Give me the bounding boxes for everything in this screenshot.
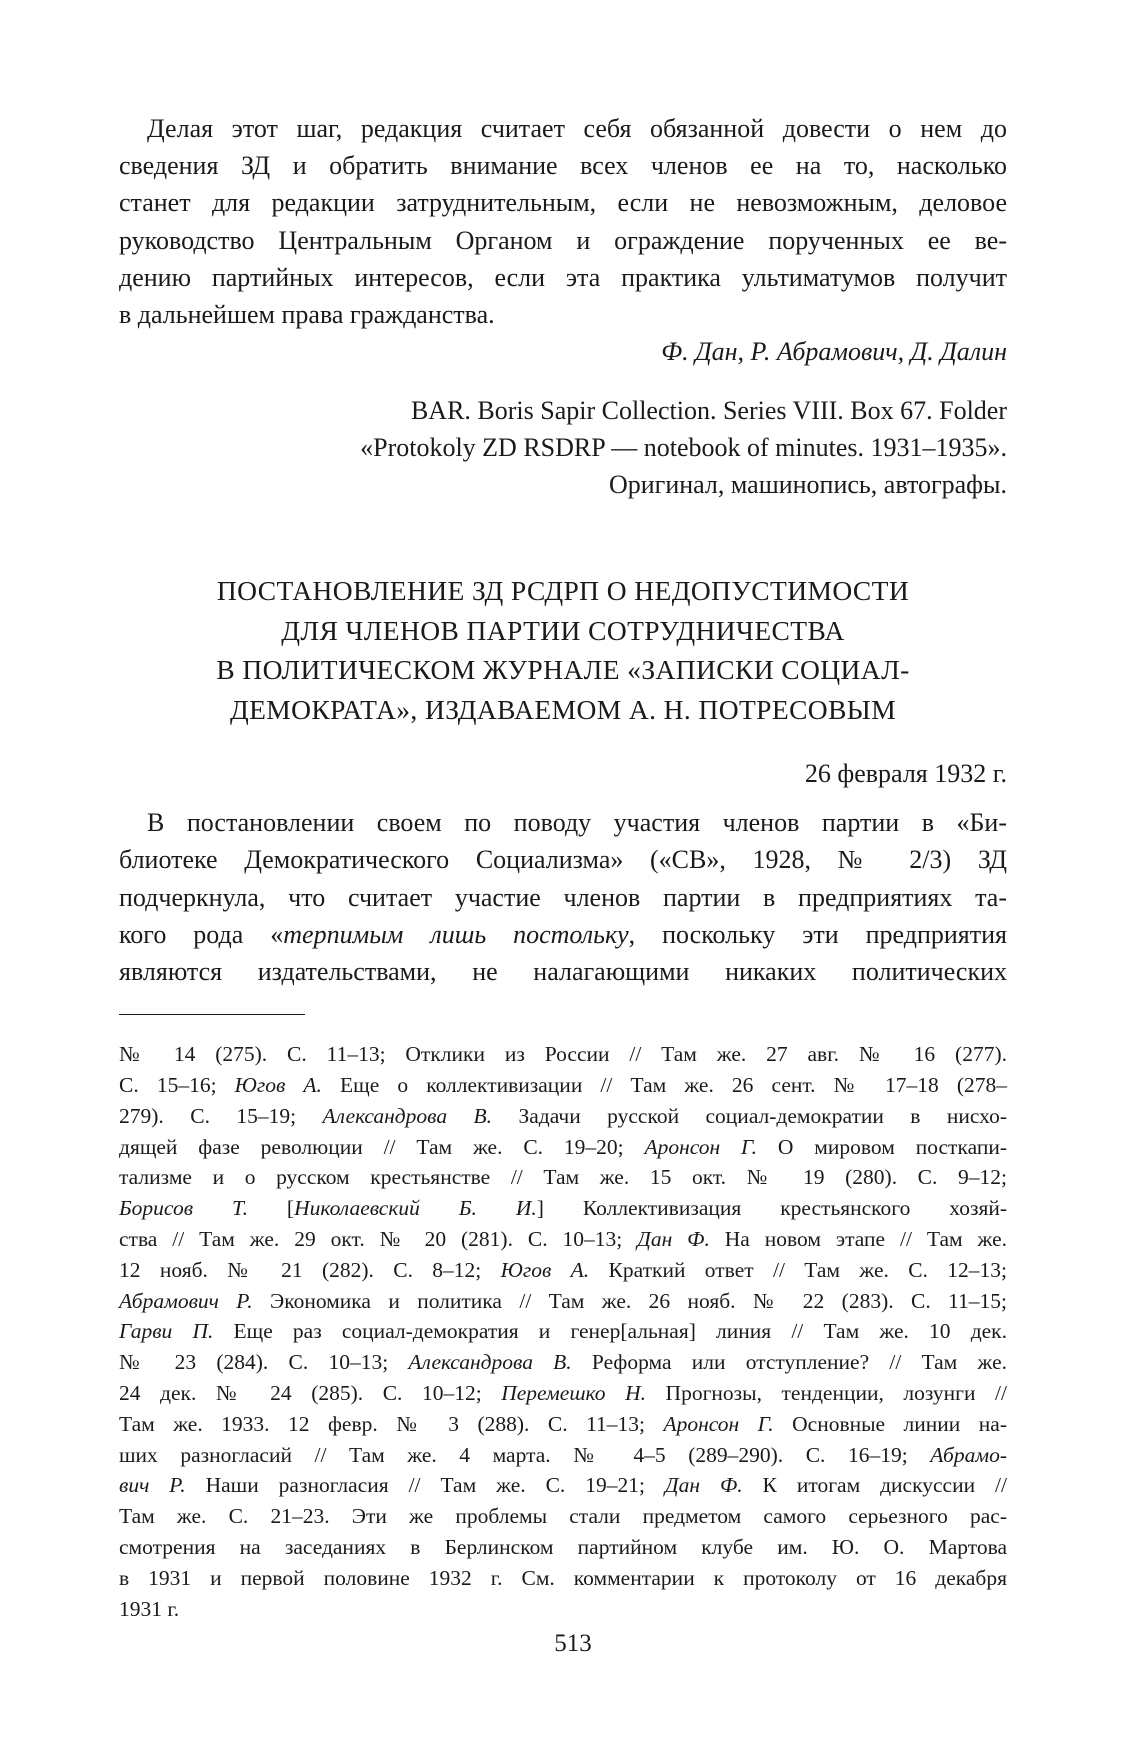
text-run: О мировом посткапи- [757, 1134, 1007, 1159]
text-run: На новом этапе // Там же. [709, 1227, 1008, 1252]
text-run: кого рода « [119, 919, 284, 949]
heading-line: ПОСТАНОВЛЕНИЕ ЗД РСДРП О НЕДОПУСТИМОСТИ [216, 575, 910, 607]
author-name: вич Р. [119, 1473, 186, 1498]
footnote-line [119, 1440, 1007, 1471]
author-name: Дан Ф. [637, 1227, 710, 1252]
footnote-line: смотрения на заседаниях в Берлинском партийном клубе им. Ю. О. Мартова [119, 1534, 1007, 1559]
text-run: , поскольку эти предприятия [628, 919, 1007, 949]
author-name: Югов А. [500, 1257, 590, 1282]
text-run: К итогам дискуссии // [742, 1473, 1007, 1498]
resolution-paragraph [119, 804, 1007, 990]
footnote-line [119, 1255, 1007, 1286]
author-name: Борисов Т. [119, 1196, 248, 1221]
footnote-line [119, 1132, 1007, 1163]
text-line: блиотеке Демократического Социализма» («СВ», 1928, № 2/3) ЗД [119, 845, 1007, 875]
footnote-line [119, 1316, 1007, 1347]
author-name: Дан Ф. [664, 1473, 743, 1498]
text-run: С. 15–16; [119, 1073, 235, 1098]
text-line: дению партийных интересов, если эта практика ультиматумов получит [119, 262, 1007, 292]
page-content [119, 110, 1007, 1624]
footnote-line: Там же. С. 21–23. Эти же проблемы стали предметом самого серьезного рас- [119, 1504, 1007, 1529]
text-line: Делая этот шаг, редакция считает себя обязанной довести о нем до [147, 114, 1007, 143]
footnote-line [119, 1409, 1007, 1440]
footnote-line: 1931 г. [119, 1596, 180, 1621]
text-line: В постановлении своем по поводу участия членов партии в «Би- [147, 808, 1007, 838]
text-run: № 23 (284). С. 10–13; [119, 1350, 409, 1375]
text-run: Наши разногласия // Там же. С. 19–21; [185, 1473, 665, 1498]
text-run: 24 дек. № 24 (285). С. 10–12; [119, 1381, 502, 1405]
text-run: Задачи русской социал-демократии в нисхо- [492, 1103, 1007, 1128]
author-name: Абрамович Р. [119, 1288, 253, 1313]
source-line: «Protokoly ZD RSDRP — notebook of minutes. 1931–1935». [360, 433, 1007, 463]
footnote-line [119, 1347, 1007, 1378]
text-run: 12 нояб. № 21 (282). С. 8–12; [119, 1257, 501, 1282]
author-name: Абрамо- [930, 1442, 1007, 1467]
text-run: 279). С. 15–19; [119, 1103, 323, 1128]
text-line: руководство Центральным Органом и ограждение порученных ее ве- [119, 225, 1007, 255]
letter-paragraph [119, 110, 1007, 333]
source-line: Оригинал, машинопись, автографы. [608, 470, 1007, 500]
footnote-line: в 1931 и первой половине 1932 г. См. комментарии к протоколу от 16 декабря [119, 1565, 1007, 1590]
footnote-line [119, 1070, 1007, 1101]
footnote-line: тализме и о русском крестьянстве // Там же. 15 окт. № 19 (280). С. 9–12; [119, 1165, 1007, 1190]
heading-line: В ПОЛИТИЧЕСКОМ ЖУРНАЛЕ «ЗАПИСКИ СОЦИАЛ- [216, 654, 910, 686]
text-line: станет для редакции затруднительным, если не невозможным, деловое [119, 188, 1007, 218]
text-run: Еще раз социал-демократия и генер[альная] линия // Там же. 10 дек. [213, 1319, 1007, 1344]
author-name: Гарви П. [119, 1319, 214, 1344]
text-run: Краткий ответ // Там же. С. 12–13; [589, 1257, 1008, 1282]
text-run: дящей фазе революции // Там же. С. 19–20; [119, 1134, 645, 1159]
document-heading [119, 571, 1007, 729]
footnote-line [119, 1470, 1007, 1501]
text-line [119, 916, 1007, 953]
author-name: Югов А. [234, 1073, 322, 1098]
footnote-line [119, 1101, 1007, 1132]
author-name: Александрова В. [408, 1350, 572, 1375]
footnote-divider [119, 1014, 305, 1015]
emphasis-text: терпимым лишь постольку [283, 919, 629, 949]
footnote-line: № 14 (275). С. 11–13; Отклики из России // Там же. 27 авг. № 16 (277). [119, 1042, 1007, 1067]
author-name: Александрова В. [322, 1103, 493, 1128]
text-run: Прогнозы, тенденции, лозунги // [646, 1381, 1007, 1405]
text-run: [ [247, 1196, 295, 1221]
footnote-line [119, 1224, 1007, 1255]
text-line: подчеркнула, что считает участие членов партии в предприятиях та- [119, 882, 1007, 912]
heading-line: ДЛЯ ЧЛЕНОВ ПАРТИИ СОТРУДНИЧЕСТВА [281, 614, 845, 646]
footnote-line [119, 1286, 1007, 1317]
text-line: в дальнейшем права гражданства. [119, 300, 495, 330]
text-run: ] Коллективизация крестьянского хозяй- [536, 1196, 1007, 1221]
text-line: являются издательствами, не налагающими никаких политических [119, 957, 1007, 987]
text-run: Основные линии на- [773, 1411, 1007, 1436]
text-run: ших разногласий // Там же. 4 марта. № 4–5 (289–290). С. 16–19; [119, 1442, 931, 1467]
author-name: Перемешко Н. [501, 1381, 646, 1405]
text-run: Там же. 1933. 12 февр. № 3 (288). С. 11–13; [119, 1411, 664, 1436]
text-run: Еще о коллективизации // Там же. 26 сент. № 17–18 (278– [321, 1073, 1007, 1098]
letter-signature: Ф. Дан, Р. Абрамович, Д. Далин [661, 337, 1007, 367]
author-name: Аронсон Г. [644, 1134, 758, 1159]
page-number: 513 [554, 1630, 592, 1657]
heading-line: ДЕМОКРАТА», ИЗДАВАЕМОМ А. Н. ПОТРЕСОВЫМ [229, 693, 897, 725]
author-name: Николаевский Б. И. [294, 1196, 537, 1221]
footnote-text [119, 1039, 1007, 1624]
document-date: 26 февраля 1932 г. [804, 759, 1007, 789]
footnote-line [119, 1378, 1007, 1409]
text-run: Реформа или отступление? // Там же. [571, 1350, 1007, 1375]
footnote-line [119, 1193, 1007, 1224]
text-line: сведения ЗД и обратить внимание всех членов ее на то, насколько [119, 151, 1007, 181]
author-name: Аронсон Г. [663, 1411, 774, 1436]
source-line: BAR. Boris Sapir Collection. Series VIII. Box 67. Folder [410, 396, 1007, 426]
text-run: ства // Там же. 29 окт. № 20 (281). С. 10–13; [119, 1227, 638, 1252]
text-run: Экономика и политика // Там же. 26 нояб. № 22 (283). С. 11–15; [252, 1288, 1007, 1313]
archival-source [119, 392, 1007, 503]
